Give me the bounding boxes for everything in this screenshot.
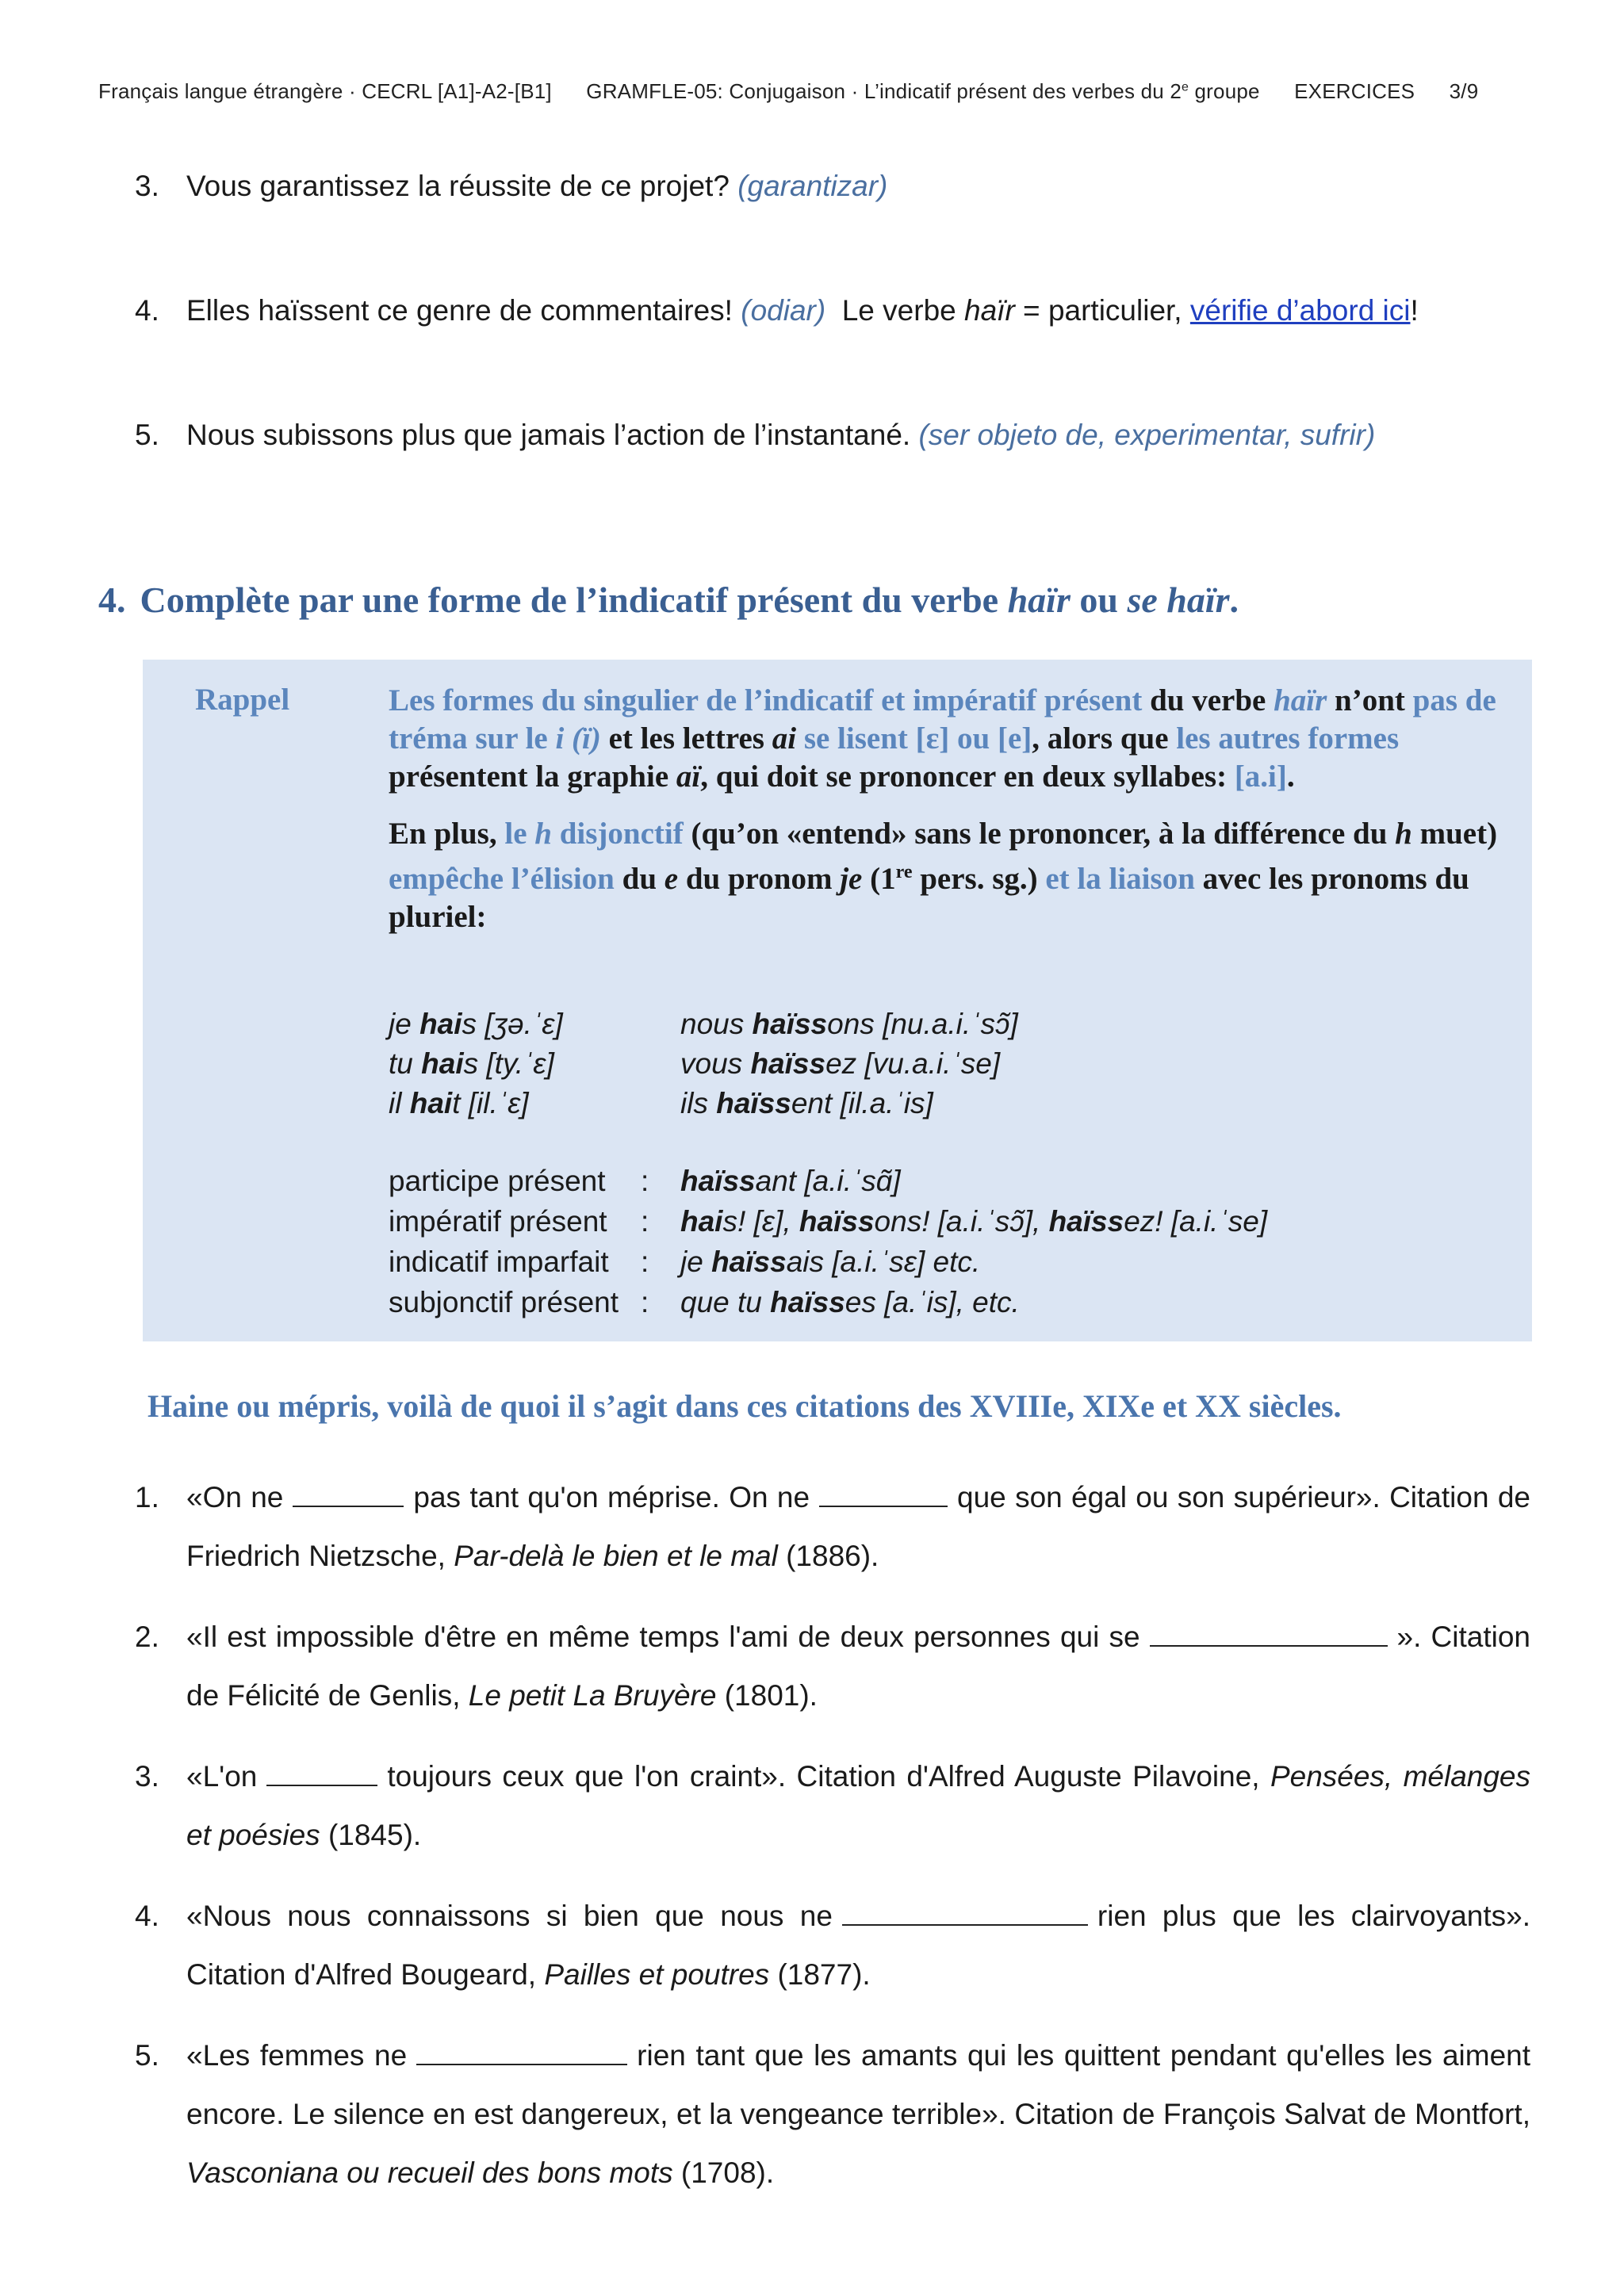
text-run: haïr bbox=[1274, 683, 1327, 718]
gloss: (odiar) bbox=[741, 294, 826, 327]
text-run: muet) bbox=[1411, 817, 1498, 851]
exercise-text: «Il est impossible d'être en même temps l'ami de deux personnes qui se ». Citation de Félicité de Genlis, Le petit La Bruyère (1801). bbox=[186, 1621, 1530, 1712]
conjugation-row bbox=[389, 1044, 1499, 1084]
work-title: Vasconiana ou recueil des bons mots bbox=[186, 2156, 673, 2189]
exercise-number: 2. bbox=[135, 1621, 159, 1653]
form-row bbox=[389, 1201, 1515, 1242]
topic-label: GRAMFLE-05: Conjugaison · L’indicatif présent des verbes du 2e groupe bbox=[586, 79, 1260, 103]
form-value: haïssant [a.i.ˈsɑ̃] bbox=[680, 1165, 901, 1197]
text-run: re bbox=[895, 862, 913, 882]
rappel-box bbox=[143, 660, 1532, 1341]
previous-exercise-list bbox=[135, 166, 1530, 540]
gloss: (garantizar) bbox=[737, 170, 888, 202]
text-run: (1 bbox=[862, 862, 896, 896]
plural-form: ils haïssent [il.a.ˈis] bbox=[680, 1087, 933, 1119]
list-item: 3. Vous garantissez la réussite de ce projet? (garantizar) bbox=[135, 170, 888, 202]
exercise-instructions: Haine ou mépris, voilà de quoi il s’agit dans ces citations des XVIIIe, XIXe et XX siècles. bbox=[147, 1388, 1342, 1424]
text-run: (qu’on «entend» sans le prononcer, à la différence du bbox=[683, 817, 1396, 851]
section-title: 4. Complète par une forme de l’indicatif présent du verbe haïr ou se haïr. bbox=[98, 580, 1239, 620]
page-number: 3/9 bbox=[1449, 79, 1479, 103]
exercise-text: «Les femmes ne rien tant que les amants qui les quittent pendant qu'elles les aiment encore. Le silence en est dangereux, et la vengeance terrible». Citation de François Salvat de Montfort, Vasconiana ou recueil des bons mots (1708). bbox=[186, 2039, 1530, 2189]
course-label: Français langue étrangère · CECRL [A1]-A2-[B1] bbox=[98, 79, 552, 103]
text-run: , qui doit se prononcer en deux syllabes: bbox=[700, 760, 1235, 794]
plural-form: nous haïssons [nu.a.i.ˈsɔ̃] bbox=[680, 1008, 1018, 1040]
text-run: , alors que bbox=[1032, 721, 1177, 756]
gloss: (ser objeto de, experimentar, sufrir) bbox=[918, 419, 1376, 451]
text-run: h bbox=[1395, 817, 1412, 851]
form-label: indicatif imparfait bbox=[389, 1246, 609, 1278]
answer-blank[interactable] bbox=[1150, 1620, 1388, 1647]
text-run: aï bbox=[676, 760, 701, 794]
text-run: En plus, bbox=[389, 817, 505, 851]
exercise-number: 5. bbox=[135, 2039, 159, 2072]
colon: : bbox=[641, 1286, 649, 1318]
work-title: Par-delà le bien et le mal bbox=[454, 1540, 778, 1572]
form-label: participe présent bbox=[389, 1165, 606, 1197]
exercise-item bbox=[135, 2026, 1530, 2202]
text-run: pers. sg.) bbox=[912, 862, 1046, 896]
exercise-number: 1. bbox=[135, 1481, 159, 1513]
text-run: du bbox=[614, 862, 665, 896]
conjugation-row bbox=[389, 1084, 1499, 1123]
section-label: EXERCICES bbox=[1294, 79, 1415, 103]
text-run: n’ont bbox=[1327, 683, 1413, 718]
text-run: disjonctif bbox=[551, 817, 684, 851]
exercise-item bbox=[135, 1608, 1530, 1725]
form-value: hais! [ɛ], haïssons! [a.i.ˈsɔ̃], haïssez! [a.i.ˈse] bbox=[680, 1205, 1268, 1238]
answer-blank[interactable] bbox=[416, 2038, 627, 2065]
text-run: pas de tréma sur le bbox=[389, 683, 1496, 756]
answer-blank[interactable] bbox=[842, 1899, 1088, 1926]
form-row bbox=[389, 1282, 1515, 1322]
singular-form: tu hais [ty.ˈɛ] bbox=[389, 1047, 554, 1080]
sentence: Nous subissons plus que jamais l’action de l’instantané. bbox=[186, 419, 911, 451]
text-run: . bbox=[1286, 760, 1295, 794]
conjugation-row bbox=[389, 1004, 1499, 1044]
colon: : bbox=[641, 1246, 649, 1278]
exercise-text: «L'on toujours ceux que l'on craint». Citation d'Alfred Auguste Pilavoine, Pensées, mélanges et poésies (1845). bbox=[186, 1760, 1531, 1851]
sentence: Elles haïssent ce genre de commentaires! bbox=[186, 294, 733, 327]
text-run: e bbox=[664, 862, 679, 896]
exercise-number: 4. bbox=[135, 1900, 159, 1932]
text-run: les autres formes bbox=[1176, 721, 1400, 756]
text-run: empêche l’élision bbox=[389, 862, 615, 896]
plural-form: vous haïssez [vu.a.i.ˈse] bbox=[680, 1047, 1001, 1080]
exercise-number: 3. bbox=[135, 1760, 159, 1793]
exercise-text: «Nous nous connaissons si bien que nous ne rien plus que les clairvoyants». Citation d'Alfred Bougeard, Pailles et poutres (1877). bbox=[186, 1900, 1530, 1991]
text-run: avec les pronoms du pluriel: bbox=[389, 862, 1469, 934]
answer-blank[interactable] bbox=[819, 1480, 948, 1507]
rappel-text bbox=[389, 682, 1499, 936]
text-run: le bbox=[504, 817, 535, 851]
work-title: Le petit La Bruyère bbox=[468, 1679, 717, 1712]
text-run: [a.i] bbox=[1234, 760, 1287, 794]
text-run: i (ï) bbox=[555, 721, 601, 756]
text-run: et la liaison bbox=[1045, 862, 1195, 896]
rappel-paragraph-1 bbox=[389, 682, 1499, 796]
form-value: que tu haïsses [a.ˈis], etc. bbox=[680, 1286, 1020, 1318]
text-run: Les formes du singulier de l’indicatif et impératif présent bbox=[389, 683, 1143, 718]
work-title: Pailles et poutres bbox=[544, 1958, 770, 1991]
text-run: présentent la graphie bbox=[389, 760, 676, 794]
colon: : bbox=[641, 1205, 649, 1238]
list-item: 5. Nous subissons plus que jamais l’action de l’instantané. (ser objeto de, experimentar, sufrir) bbox=[135, 419, 1376, 451]
answer-blank[interactable] bbox=[266, 1759, 377, 1786]
list-item: 4. Elles haïssent ce genre de commentaires! (odiar) Le verbe haïr = particulier, vérifie d’abord ici! bbox=[135, 294, 1419, 327]
form-value: je haïssais [a.i.ˈsɛ] etc. bbox=[680, 1246, 981, 1278]
rappel-paragraph-2 bbox=[389, 815, 1499, 936]
form-label: impératif présent bbox=[389, 1205, 607, 1238]
conjugation-table bbox=[389, 1004, 1499, 1123]
sentence: Vous garantissez la réussite de ce projet? bbox=[186, 170, 730, 202]
exercise-item bbox=[135, 1468, 1530, 1586]
text-run: h bbox=[534, 817, 552, 851]
exercise-list bbox=[135, 1468, 1530, 2225]
answer-blank[interactable] bbox=[293, 1480, 404, 1507]
work-title: Pensées, mélanges et poésies bbox=[186, 1760, 1531, 1851]
exercise-text: «On ne pas tant qu'on méprise. On ne que son égal ou son supérieur». Citation de Friedrich Nietzsche, Par-delà le bien et le mal (1886). bbox=[186, 1481, 1530, 1572]
text-run: je bbox=[840, 862, 863, 896]
text-run: du pronom bbox=[678, 862, 841, 896]
text-run: et les lettres bbox=[600, 721, 772, 756]
other-forms-table bbox=[389, 1161, 1515, 1322]
colon: : bbox=[641, 1165, 649, 1197]
verify-link[interactable]: vérifie d’abord ici bbox=[1189, 294, 1411, 327]
rappel-label: Rappel bbox=[195, 683, 290, 717]
form-row bbox=[389, 1242, 1515, 1282]
form-row bbox=[389, 1161, 1515, 1201]
page-header bbox=[98, 79, 1549, 104]
exercise-item bbox=[135, 1887, 1530, 2004]
text-run: ai bbox=[772, 721, 797, 756]
singular-form: il hait [il.ˈɛ] bbox=[389, 1087, 529, 1119]
exercise-item bbox=[135, 1747, 1530, 1865]
singular-form: je hais [ʒə.ˈɛ] bbox=[389, 1008, 563, 1040]
text-run: se lisent [ɛ] ou [e] bbox=[796, 721, 1032, 756]
text-run: du verbe bbox=[1142, 683, 1274, 718]
form-label: subjonctif présent bbox=[389, 1286, 619, 1318]
